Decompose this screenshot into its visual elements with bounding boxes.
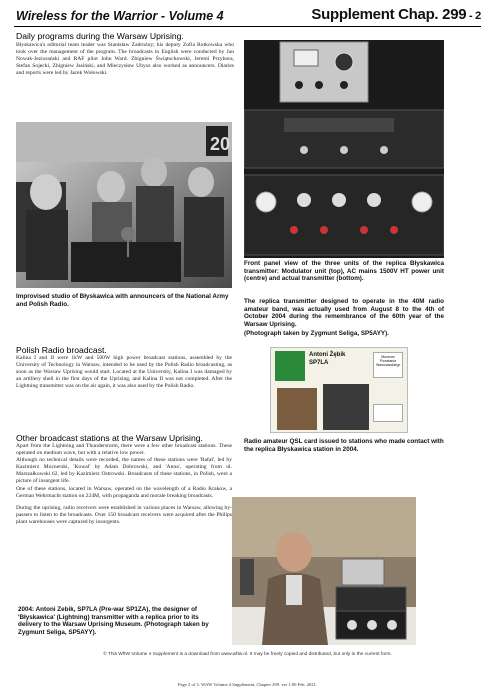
caption-zebik: 2004: Antoni Zebik, SP7LA (Pre-war SP1ZA), the designer of 'Błyskawica' (Lightning) transmitter with a replica prior to its delivery to the Warsaw Uprising Museum. (Photograph taken by Zygmunt Seliga, SP5AYY).	[18, 606, 209, 636]
other-stations-paragraph-2: Although no technical details were recorded, the names of these stations were 'Rafał', led by Kazimierz Mocnerski, 'Kowal' by Adam Dobrowski, and 'Anna', operating from ul. Marszałkowski 62, led by Kazimierz Ostrowski. Broadcasts of these stations, in Polish, were a picture of insurgent life.	[16, 457, 232, 485]
qsl-card-portrait	[277, 388, 317, 430]
section-title-polish-radio: Polish Radio broadcast.	[16, 345, 107, 355]
section-body-other-stations	[16, 443, 232, 526]
document-header-title: Wireless for the Warrior - Volume 4	[16, 9, 224, 23]
qsl-card-emblem-left	[275, 351, 305, 381]
transmitter-photo	[244, 40, 444, 258]
museum-logo	[373, 352, 403, 378]
qsl-card-callsign: SP7LA	[309, 360, 329, 366]
qsl-card-name: Antoni Żębik	[309, 352, 346, 358]
footer-copyright: © This WftW Volume 4 Supplement is a download from www.wftw.nl. It may be freely copied and distributed, but only in the current form.	[103, 652, 392, 657]
caption-replica-photo-credit: (Photograph taken by Zygmunt Seliga, SP5AYY).	[244, 330, 389, 337]
qsl-card-image	[270, 347, 408, 433]
other-stations-paragraph-1: Apart from the Lightning and Thunderstorm, there were a few other broadcast stations. These operated on medium wave, but with a relative low power.	[16, 443, 232, 457]
supplement-chapter: Supplement Chap. 299	[311, 6, 467, 23]
caption-replica: The replica transmitter designed to operate in the 40M radio amateur band, was actually used from August 8 to the 4th of October 2004 during the remembrance of the 60th year of the Warsaw Uprising.	[244, 298, 444, 328]
qsl-card-transmitter	[323, 384, 369, 430]
studio-photo	[16, 122, 232, 288]
header-rule	[14, 26, 481, 27]
museum-logo-text: Muzeum Powstania Warszawskiego	[376, 355, 401, 367]
svg-text:20: 20	[210, 134, 231, 154]
caption-front-panel: Front panel view of the three units of the replica Błyskawica transmitter: Modulator unit (top), AC mains 1500V HT power unit (centre) and actual transmitter (bottom).	[244, 260, 444, 283]
other-stations-paragraph-3: One of these stations, located in Warsaw, operated on the wavelength of a Radio Krakow, a German Wehrmacht station on 224M, with propaganda and morale breaking broadcasts.	[16, 485, 232, 499]
section-body-polish-radio: Kalina I and II were 1kW and 500W high power broadcast stations, assembled by the University of Technology in Warsaw, intended to be used by the Polish Radio broadcasting, as soon as the Warsaw Uprising would start. Located at the University, Kalina I was damaged by an artillery shell in the first days of the Uprising, and Kalina II was not completed. After the Lightning transmitter was on the air again, it was also used by the Polish Radio.	[16, 355, 232, 390]
section-title-daily: Daily programs during the Warsaw Uprising.	[16, 31, 184, 41]
other-stations-paragraph-4: During the uprising, radio receivers were established in various places in Warsaw, allowing by-passers to listen to the broadcasts. Over 150 broadcast receivers were acquired after the Philips plant warehouses were captured by insurgents.	[16, 504, 232, 525]
caption-qsl-card: Radio amateur QSL card issued to stations who made contact with the replica Błyskawica station in 2004.	[244, 438, 444, 453]
footer-page-info: Page 2 of 3. WftW Volume 4 Supplement, Chapter 299. ver 1.00 Feb. 2021.	[177, 682, 318, 687]
qsl-card-label-box	[373, 404, 403, 422]
supplement-label	[311, 6, 481, 23]
section-title-other-stations: Other broadcast stations at the Warsaw Uprising.	[16, 433, 203, 443]
section-body-daily: Błyskawica's editorial team leader was Stanisław Zadrożny; his deputy Zofia Rutkowska who took over the management of the program. The broadcasts in English were conducted by Jan Nowak-Jeziorański and RAF pilot John Ward. Zbigniew Świątochowski, Jeremi Przybora, Stefan Sojecki, Zbigniew Jasiński, and Mieczysław Ubysz also worked as announcers. Diaries and reports were led by Jacek Wołowski.	[16, 42, 234, 77]
caption-studio: Improvised studio of Błyskawica with announcers of the National Army and Polish Radio.	[16, 293, 229, 308]
zebik-photo	[232, 497, 416, 645]
page-number-suffix: - 2	[466, 10, 481, 22]
